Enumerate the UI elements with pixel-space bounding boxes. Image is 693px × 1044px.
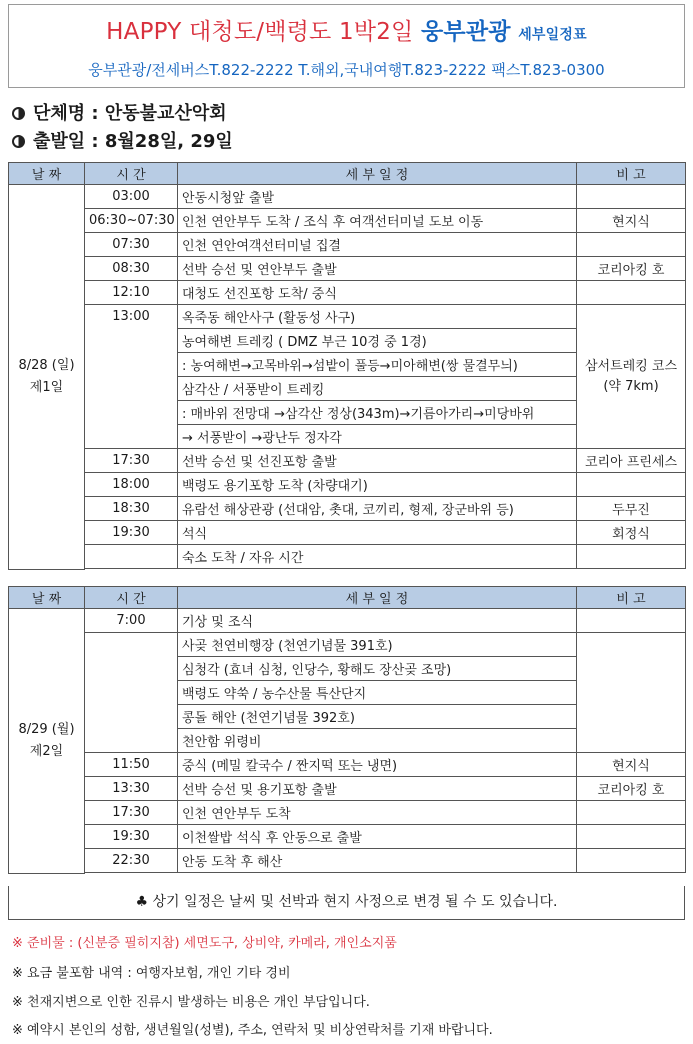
table-row — [9, 281, 686, 305]
reservation-note: ※ 예약시 본인의 성함, 생년월일(성별), 주소, 연락처 및 비상연락처를 기재 바랍니다. — [12, 1023, 493, 1038]
time-cell: 22:30 — [85, 849, 178, 873]
date-cell-day2 — [9, 609, 85, 874]
time-cell: 13:30 — [85, 777, 178, 801]
col-date: 날 짜 — [9, 163, 85, 185]
detail-cell: 백령도 용기포항 도착 (차량대기) — [178, 473, 577, 497]
half-circle-icon — [12, 107, 25, 120]
note-cell: 현지식 — [577, 753, 686, 777]
time-cell: 12:10 — [85, 281, 178, 305]
detail-cell: 옥죽동 해안사구 (활동성 사구) — [178, 305, 577, 329]
departure-date-text: 출발일 : 8월28일, 29일 — [33, 131, 233, 152]
detail-cell: 인천 연안부두 도착 / 조식 후 여객선터미널 도보 이동 — [178, 209, 577, 233]
col-detail: 세 부 일 정 — [178, 163, 577, 185]
note-cell: 코리아킹 호 — [577, 777, 686, 801]
table-row — [9, 801, 686, 825]
col-time: 시 간 — [85, 163, 178, 185]
detail-cell: : 농여해변→고목바위→섬밭이 풀등→미아해변(쌍 물결무늬) — [178, 353, 577, 377]
title-main: HAPPY 대청도/백령도 1박2일 — [106, 19, 414, 45]
detail-cell: → 서풍받이 →광난두 정자각 — [178, 425, 577, 449]
table-row — [9, 633, 686, 657]
note-cell: 회정식 — [577, 521, 686, 545]
col-time: 시 간 — [85, 587, 178, 609]
trek-course-length: (약 7km) — [603, 378, 659, 394]
col-date: 날 짜 — [9, 587, 85, 609]
day-label-day2: 제2일 — [29, 743, 64, 759]
detail-cell: 삼각산 / 서풍받이 트레킹 — [178, 377, 577, 401]
half-circle-icon — [12, 135, 25, 148]
time-cell — [85, 545, 178, 569]
trek-course-name: 삼서트레킹 코스 — [584, 358, 678, 374]
note-cell: 두무진 — [577, 497, 686, 521]
table-row — [9, 497, 686, 521]
time-cell: 7:00 — [85, 609, 178, 633]
group-name-text: 단체명 : 안동불교산악회 — [33, 103, 227, 124]
note-cell: 코리아 프린세스 — [577, 449, 686, 473]
title-suffix: 세부일정표 — [518, 27, 587, 43]
detail-cell: 안동 도착 후 해산 — [178, 849, 577, 873]
page-title — [9, 13, 684, 46]
table-row — [9, 753, 686, 777]
exclusion-note: ※ 요금 불포함 내역 : 여행자보험, 개인 기타 경비 — [12, 966, 291, 981]
time-cell: 06:30~07:30 — [85, 209, 178, 233]
note-cell — [577, 545, 686, 569]
note-cell — [577, 609, 686, 633]
detail-cell: 중식 (메밀 칼국수 / 짠지떡 또는 냉면) — [178, 753, 577, 777]
table-row — [9, 825, 686, 849]
table-row — [9, 449, 686, 473]
time-cell: 19:30 — [85, 825, 178, 849]
time-cell — [85, 633, 178, 753]
prep-label: ※ 준비물 : — [12, 936, 78, 951]
detail-cell: 이천쌀밥 석식 후 안동으로 출발 — [178, 825, 577, 849]
departure-date — [12, 127, 233, 153]
time-cell: 03:00 — [85, 185, 178, 209]
contact-line: 웅부관광/전세버스T.822-2222 T.해외,국내여행T.823-2222 팩스T.823-0300 — [88, 61, 605, 79]
detail-cell: : 매바위 전망대 →삼각산 정상(343m)→기름아가리→미당바위 — [178, 401, 577, 425]
detail-cell: 콩돌 해안 (천연기념물 392호) — [178, 705, 577, 729]
table-row — [9, 185, 686, 209]
note-cell: 현지식 — [577, 209, 686, 233]
date-day1: 8/28 (일) — [18, 357, 75, 373]
detail-cell: 대청도 선진포항 도착/ 중식 — [178, 281, 577, 305]
table-row — [9, 257, 686, 281]
table-row — [9, 545, 686, 569]
note-cell — [577, 473, 686, 497]
time-cell: 18:30 — [85, 497, 178, 521]
col-note: 비 고 — [577, 587, 686, 609]
prep-items-note — [12, 932, 397, 951]
prep-text: (신분증 필히지참) 세면도구, 상비약, 카메라, 개인소지품 — [77, 936, 397, 951]
detail-cell: 숙소 도착 / 자유 시간 — [178, 545, 577, 569]
time-cell: 17:30 — [85, 449, 178, 473]
note-cell — [577, 801, 686, 825]
time-cell: 08:30 — [85, 257, 178, 281]
header-box — [8, 4, 685, 88]
note-cell — [577, 185, 686, 209]
detail-cell: 인천 연안부두 도착 — [178, 801, 577, 825]
detail-cell: 백령도 약쑥 / 농수산물 특산단지 — [178, 681, 577, 705]
detail-cell: 선박 승선 및 용기포항 출발 — [178, 777, 577, 801]
date-cell-day1 — [9, 185, 85, 570]
time-cell: 19:30 — [85, 521, 178, 545]
detail-cell: 유람선 해상관광 (선대암, 촛대, 코끼리, 형제, 장군바위 등) — [178, 497, 577, 521]
detail-cell: 인천 연안여객선터미널 집결 — [178, 233, 577, 257]
time-cell: 13:00 — [85, 305, 178, 449]
table-row — [9, 609, 686, 633]
schedule-table-day1 — [8, 162, 686, 570]
col-detail: 세 부 일 정 — [178, 587, 577, 609]
table-header-row — [9, 587, 686, 609]
note-cell — [577, 633, 686, 753]
detail-cell: 심청각 (효녀 심청, 인당수, 황해도 장산곶 조망) — [178, 657, 577, 681]
detail-cell: 농여해변 트레킹 ( DMZ 부근 10경 중 1경) — [178, 329, 577, 353]
time-cell: 11:50 — [85, 753, 178, 777]
table-row — [9, 473, 686, 497]
detail-cell: 기상 및 조식 — [178, 609, 577, 633]
table-row — [9, 305, 686, 329]
detail-cell: 석식 — [178, 521, 577, 545]
title-company: 웅부관광 — [420, 19, 511, 45]
detail-cell: 사곶 천연비행장 (천연기념물 391호) — [178, 633, 577, 657]
date-day2: 8/29 (월) — [18, 721, 75, 737]
time-cell: 07:30 — [85, 233, 178, 257]
table-row — [9, 777, 686, 801]
detail-cell: 안동시청앞 출발 — [178, 185, 577, 209]
table-header-row — [9, 163, 686, 185]
time-cell: 18:00 — [85, 473, 178, 497]
note-cell — [577, 825, 686, 849]
table-row — [9, 521, 686, 545]
note-cell — [577, 233, 686, 257]
schedule-table-day2 — [8, 586, 686, 874]
note-cell-trek — [577, 305, 686, 449]
weather-cost-note: ※ 천재지변으로 인한 진류시 발생하는 비용은 개인 부담입니다. — [12, 995, 370, 1010]
group-name — [12, 99, 227, 125]
detail-cell: 선박 승선 및 연안부두 출발 — [178, 257, 577, 281]
table-row — [9, 233, 686, 257]
table-row — [9, 209, 686, 233]
table-row — [9, 849, 686, 873]
day-label-day1: 제1일 — [29, 379, 64, 395]
note-cell — [577, 281, 686, 305]
schedule-change-notice: ♣ 상기 일정은 날씨 및 선박과 현지 사정으로 변경 될 수 도 있습니다. — [8, 886, 685, 920]
note-cell — [577, 849, 686, 873]
detail-cell: 천안함 위령비 — [178, 729, 577, 753]
detail-cell: 선박 승선 및 선진포항 출발 — [178, 449, 577, 473]
note-cell: 코리아킹 호 — [577, 257, 686, 281]
col-note: 비 고 — [577, 163, 686, 185]
time-cell: 17:30 — [85, 801, 178, 825]
